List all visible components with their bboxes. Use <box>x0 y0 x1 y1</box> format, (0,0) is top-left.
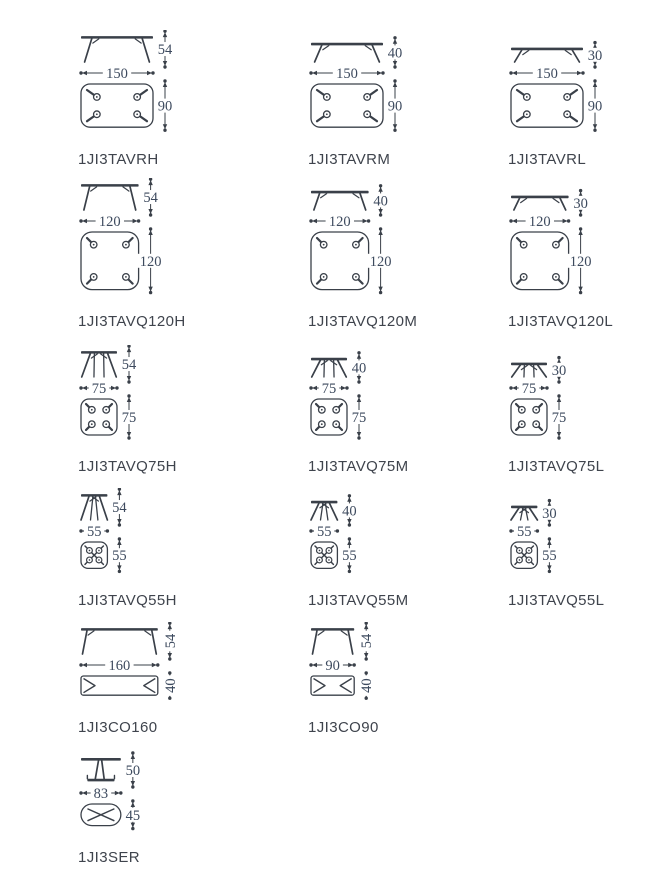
dimension-value: 75 <box>551 410 567 426</box>
dimension-value: 83 <box>93 786 109 802</box>
dimension-value: 40 <box>373 193 388 210</box>
dimension-value: 120 <box>139 253 162 270</box>
dimension-value: 90 <box>587 98 603 115</box>
figure-1JI3TAVRH <box>78 30 194 168</box>
product-code: 1JI3TAVRM <box>308 151 391 168</box>
product-code: 1JI3CO160 <box>78 719 158 736</box>
dimension-value: 120 <box>569 253 592 270</box>
product-code: 1JI3TAVQ55L <box>508 592 605 609</box>
figure-1JI3TAVQ120L <box>508 178 613 330</box>
dimension-drawing <box>308 622 396 704</box>
dimension-value: 150 <box>536 66 558 82</box>
dimension-value: 40 <box>387 45 403 62</box>
dimension-value: 30 <box>551 362 567 379</box>
dimension-drawing <box>508 30 624 136</box>
dimension-value: 120 <box>98 214 121 230</box>
figure-1JI3TAVQ120H <box>78 178 186 330</box>
dimension-value: 75 <box>521 381 537 397</box>
dimension-value: 75 <box>121 410 137 426</box>
dimension-value: 30 <box>542 505 557 522</box>
dimension-drawing <box>78 622 199 704</box>
dimension-value: 40 <box>351 360 367 377</box>
dimension-value: 50 <box>125 763 141 779</box>
product-code: 1JI3TAVQ55H <box>78 592 177 609</box>
dimension-value: 55 <box>86 524 102 540</box>
dimension-drawing <box>78 750 162 834</box>
product-code: 1JI3TAVRH <box>78 151 159 168</box>
dimension-value: 160 <box>108 658 131 674</box>
dimension-drawing <box>508 178 610 298</box>
dimension-value: 30 <box>573 195 588 212</box>
product-code: 1JI3TAVQ120L <box>508 313 614 330</box>
dimension-value: 54 <box>157 42 173 59</box>
dimension-value: 55 <box>516 524 532 540</box>
figure-1JI3TAVQ55M <box>308 488 409 609</box>
dimension-value: 150 <box>106 66 128 82</box>
dimension-value: 54 <box>143 190 158 207</box>
dimension-value: 54 <box>112 500 127 517</box>
dimension-value: 30 <box>587 47 603 64</box>
dimension-value: 55 <box>316 524 332 540</box>
dimension-value: 55 <box>542 548 557 565</box>
dimension-value: 54 <box>121 357 137 374</box>
product-code: 1JI3TAVQ120M <box>308 313 418 330</box>
figure-1JI3TAVQ55L <box>508 488 604 609</box>
dimension-value: 90 <box>157 98 173 115</box>
figure-1JI3TAVQ55H <box>78 488 177 609</box>
figure-1JI3TAVRL <box>508 30 624 168</box>
dimension-value: 54 <box>359 633 376 649</box>
figure-1JI3SER <box>78 750 162 866</box>
dimension-value: 54 <box>162 633 179 649</box>
dimension-drawing <box>508 345 588 443</box>
dimension-drawing <box>308 488 379 577</box>
product-code: 1JI3TAVQ75H <box>78 458 177 475</box>
product-code: 1JI3SER <box>78 849 140 866</box>
figure-1JI3CO160 <box>78 622 199 736</box>
product-code: 1JI3TAVQ55M <box>308 592 409 609</box>
dimension-value: 90 <box>325 658 340 674</box>
dimension-value: 40 <box>359 678 376 693</box>
dimension-value: 75 <box>321 381 337 397</box>
figure-1JI3TAVRM <box>308 30 424 168</box>
figure-1JI3TAVQ75H <box>78 345 177 475</box>
dimension-drawing <box>78 178 180 298</box>
dimension-value: 120 <box>328 214 351 230</box>
dimension-drawing <box>308 178 410 298</box>
dimension-value: 150 <box>336 66 358 82</box>
figure-1JI3CO90 <box>308 622 396 736</box>
dimension-value: 120 <box>369 253 392 270</box>
dimension-value: 40 <box>342 503 357 520</box>
product-code: 1JI3TAVQ75L <box>508 458 605 475</box>
dimension-drawing <box>308 345 388 443</box>
dimension-drawing <box>308 30 424 136</box>
dimension-value: 75 <box>91 381 107 397</box>
dimension-drawing <box>78 345 158 443</box>
figure-1JI3TAVQ75L <box>508 345 604 475</box>
figure-1JI3TAVQ75M <box>308 345 409 475</box>
product-code: 1JI3TAVQ75M <box>308 458 409 475</box>
dimension-value: 55 <box>342 548 357 565</box>
dimension-drawing <box>78 488 149 577</box>
product-code: 1JI3TAVRL <box>508 151 587 168</box>
dimension-value: 45 <box>125 807 141 824</box>
dimension-value: 120 <box>528 214 551 230</box>
dimension-drawing <box>508 488 579 577</box>
product-code: 1JI3CO90 <box>308 719 379 736</box>
dimension-value: 40 <box>162 678 179 693</box>
dimension-value: 75 <box>351 410 367 426</box>
product-code: 1JI3TAVQ120H <box>78 313 186 330</box>
dimension-value: 90 <box>387 98 403 115</box>
figure-1JI3TAVQ120M <box>308 178 417 330</box>
dimension-drawing <box>78 30 194 136</box>
dimension-value: 55 <box>112 548 127 565</box>
